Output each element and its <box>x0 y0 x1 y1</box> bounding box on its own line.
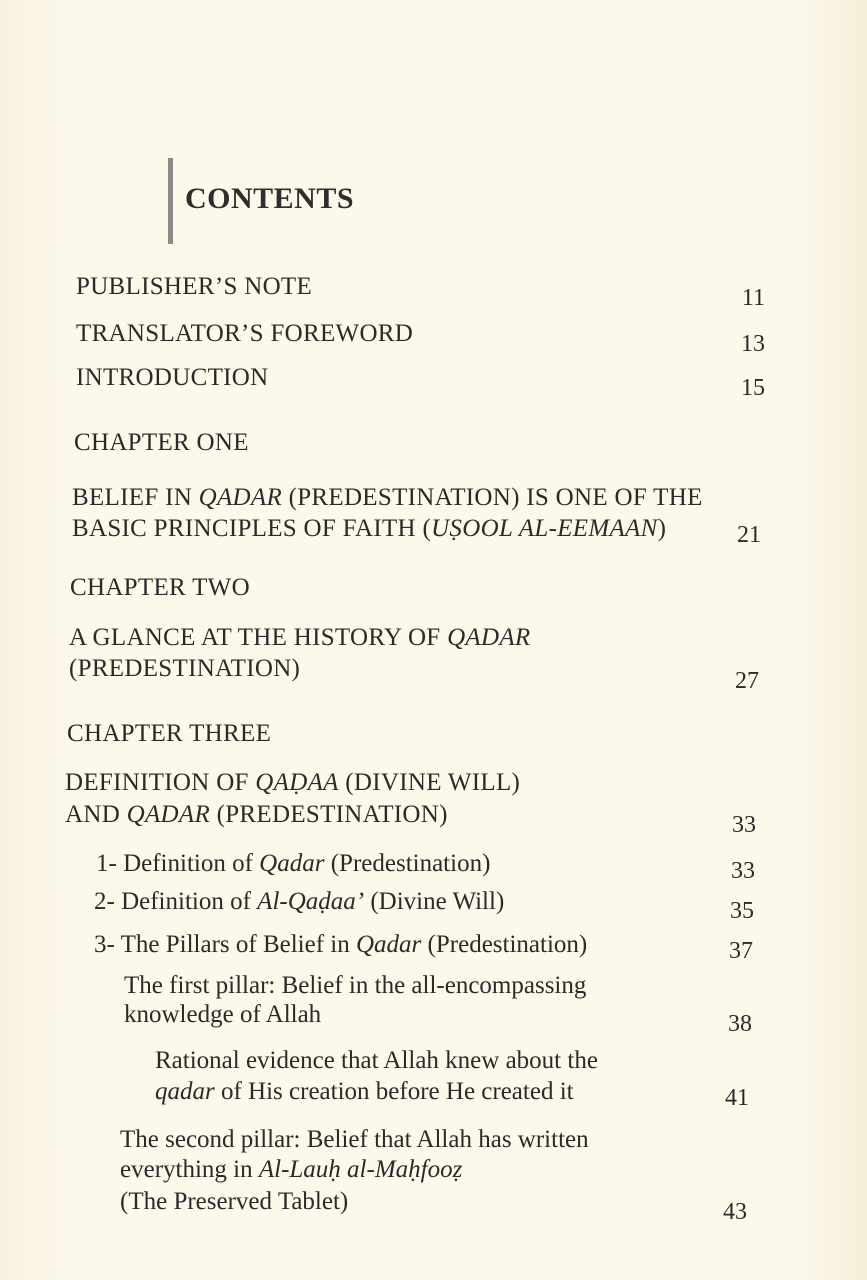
chapter-two-label: CHAPTER TWO <box>70 574 250 601</box>
toc-page-second-pillar: 43 <box>723 1199 747 1225</box>
toc-page-introduction: 15 <box>741 375 765 401</box>
toc-page-chapter-three: 33 <box>732 812 756 838</box>
toc-subentry-second-pillar-line1: The second pillar: Belief that Allah has written <box>120 1126 589 1153</box>
toc-page-translators-foreword: 13 <box>741 331 765 357</box>
chapter-one-title-line1: BELIEF IN QADAR (PREDESTINATION) IS ONE OF THE <box>72 484 703 511</box>
toc-entry-title-publishers-note: PUBLISHER’S NOTE <box>76 273 313 300</box>
toc-entry-title-introduction: INTRODUCTION <box>76 364 269 391</box>
toc-page-first-pillar: 38 <box>728 1011 752 1037</box>
chapter-three-label: CHAPTER THREE <box>67 720 272 747</box>
toc-subentry-rational-evidence-line2: qadar of His creation before He created it <box>155 1078 574 1105</box>
toc-entry-title-translators-foreword: TRANSLATOR’S FOREWORD <box>76 320 414 347</box>
contents-heading: CONTENTS <box>185 182 355 215</box>
toc-subentry-second-pillar-line2: everything in Al-Lauḥ al-Maḥfooẓ <box>120 1156 463 1183</box>
chapter-two-title-line1: A GLANCE AT THE HISTORY OF QADAR <box>69 624 531 651</box>
toc-subentry-rational-evidence-line1: Rational evidence that Allah knew about the <box>155 1047 598 1074</box>
toc-subentry-definition-qadar: 1- Definition of Qadar (Predestination) <box>96 850 491 877</box>
toc-page-pillars-of-belief: 37 <box>729 938 753 964</box>
chapter-three-title-line2: AND QADAR (PREDESTINATION) <box>65 801 448 828</box>
chapter-three-title-line1: DEFINITION OF QAḌAA (DIVINE WILL) <box>65 769 521 796</box>
toc-page-publishers-note: 11 <box>741 285 765 311</box>
toc-subentry-first-pillar-line2: knowledge of Allah <box>124 1001 322 1028</box>
toc-page-rational-evidence: 41 <box>725 1085 749 1111</box>
toc-page-chapter-two: 27 <box>735 668 759 694</box>
toc-page-definition-qadar: 33 <box>731 858 755 884</box>
toc-page-chapter-one: 21 <box>737 522 761 548</box>
chapter-one-label: CHAPTER ONE <box>74 429 249 456</box>
chapter-one-title-line2: BASIC PRINCIPLES OF FAITH (UṢOOL AL-EEMAAN) <box>72 515 667 542</box>
toc-page-definition-qadaa: 35 <box>730 898 754 924</box>
chapter-two-title-line2: (PREDESTINATION) <box>69 655 301 682</box>
toc-subentry-first-pillar-line1: The first pillar: Belief in the all-encompassing <box>124 972 587 999</box>
toc-subentry-definition-qadaa: 2- Definition of Al-Qaḍaa’ (Divine Will) <box>94 888 505 915</box>
toc-subentry-pillars-of-belief: 3- The Pillars of Belief in Qadar (Predestination) <box>94 931 588 958</box>
heading-rule <box>168 158 173 244</box>
toc-subentry-second-pillar-line3: (The Preserved Tablet) <box>120 1188 349 1215</box>
